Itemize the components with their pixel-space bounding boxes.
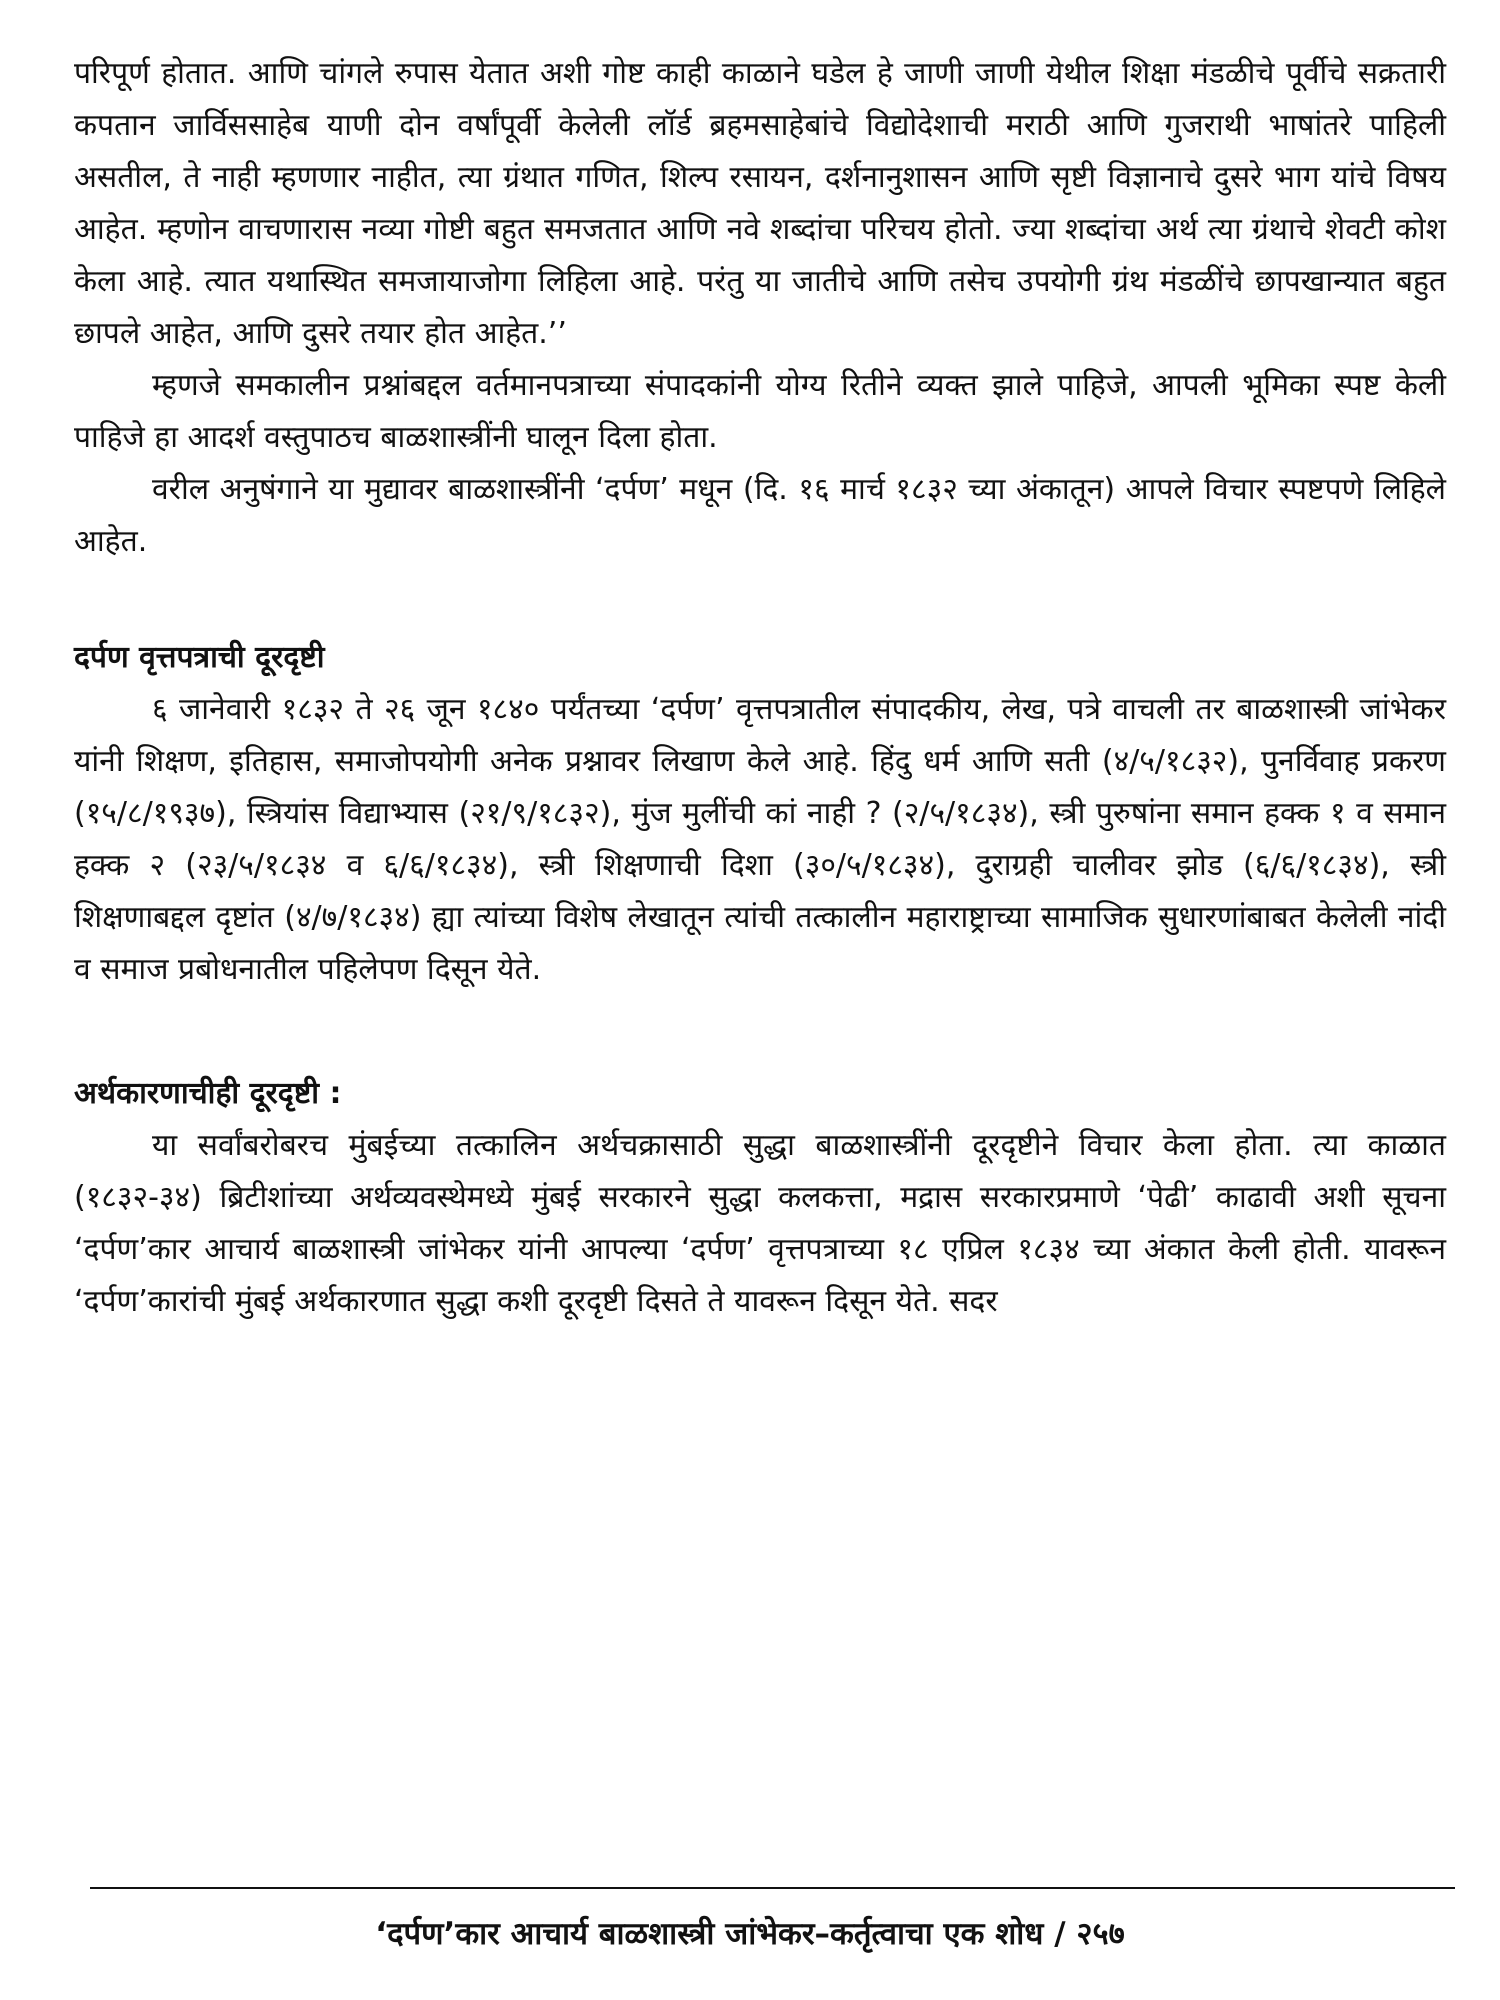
footer-separator: / bbox=[1054, 1916, 1066, 1952]
footer-page-number: २५७ bbox=[1076, 1916, 1125, 1952]
section-heading-vision: दर्पण वृत्तपत्राची दूरदृष्टी bbox=[74, 640, 325, 675]
paragraph-darpan-march-issue: वरील अनुषंगाने या मुद्यावर बाळशास्त्रींनी ‘दर्पण’ मधून (दि. १६ मार्च १८३२ च्या अंकातून) आपले विचार स्पष्टपणे लिहिले आहेत. bbox=[74, 472, 1446, 559]
paragraph-quote-end: परिपूर्ण होतात. आणि चांगले रुपास येतात अशी गोष्ट काही काळाने घडेल हे जाणी जाणी येथील शिक्षा मंडळीचे पूर्वीचे सक्रतारी कपतान जार्विससाहेब याणी दोन वर्षांपूर्वी केलेली लॉर्ड ब्रहमसाहेबांचे विद्योदेशाची मराठी आणि गुजराथी भाषांतरे पाहिली असतील, ते नाही म्हणणार नाहीत, त्या ग्रंथात गणित, शिल्प रसायन, दर्शनानुशासन आणि सृष्टी विज्ञानाचे दुसरे भाग यांचे विषय आहेत. म्हणोन वाचणारास नव्या गोष्टी बहुत समजतात आणि नवे शब्दांचा परिचय होतो. ज्या शब्दांचा अर्थ त्या ग्रंथाचे शेवटी कोश केला आहे. त्यात यथास्थित समजायाजोगा लिहिला आहे. परंतु या जातीचे आणि तसेच उपयोगी ग्रंथ मंडळींचे छापखान्यात बहुत छापले आहेत, आणि दुसरे तयार होत आहेत.’’ bbox=[74, 56, 1446, 351]
footer-book-title: ‘दर्पण’कार आचार्य बाळशास्त्री जांभेकर–कर्तृत्वाचा एक शोध bbox=[375, 1916, 1044, 1952]
paragraph-economics: या सर्वांबरोबरच मुंबईच्या तत्कालिन अर्थचक्रासाठी सुद्धा बाळशास्त्रींनी दूरदृष्टीने विचार केला होता. त्या काळात (१८३२-३४) ब्रिटीशांच्या अर्थव्यवस्थेमध्ये मुंबई सरकारने सुद्धा कलकत्ता, मद्रास सरकारप्रमाणे ‘पेढी’ काढावी अशी सूचना ‘दर्पण’कार आचार्य बाळशास्त्री जांभेकर यांनी आपल्या ‘दर्पण’ वृत्तपत्राच्या १८ एप्रिल १८३४ च्या अंकात केली होती. यावरून ‘दर्पण’कारांची मुंबई अर्थकारणात सुद्धा कशी दूरदृष्टी दिसते ते यावरून दिसून येते. सदर bbox=[74, 1128, 1446, 1319]
paragraph-vision: ६ जानेवारी १८३२ ते २६ जून १८४० पर्यंतच्या ‘दर्पण’ वृत्तपत्रातील संपादकीय, लेख, पत्रे वाचली तर बाळशास्त्री जांभेकर यांनी शिक्षण, इतिहास, समाजोपयोगी अनेक प्रश्नावर लिखाण केले आहे. हिंदु धर्म आणि सती (४/५/१८३२), पुनर्विवाह प्रकरण (१५/८/१९३७), स्त्रियांस विद्याभ्यास (२१/९/१८३२), मुंज मुलींची कां नाही ? (२/५/१८३४), स्त्री पुरुषांना समान हक्क १ व समान हक्क २ (२३/५/१८३४ व ६/६/१८३४), स्त्री शिक्षणाची दिशा (३०/५/१८३४), दुराग्रही चालीवर झोड (६/६/१८३४), स्त्री शिक्षणाबद्दल दृष्टांत (४/७/१८३४) ह्या त्यांच्या विशेष लेखातून त्यांची तत्कालीन महाराष्ट्राच्या सामाजिक सुधारणांबाबत केलेली नांदी व समाज प्रबोधनातील पहिलेपण दिसून येते. bbox=[74, 692, 1446, 987]
page-footer bbox=[0, 1912, 1500, 1954]
section-heading-economics: अर्थकारणाचीही दूरदृष्टी : bbox=[74, 1076, 342, 1111]
body-text bbox=[74, 48, 1446, 1328]
footer-divider bbox=[90, 1887, 1455, 1889]
paragraph-contemporary-questions: म्हणजे समकालीन प्रश्नांबद्दल वर्तमानपत्राच्या संपादकांनी योग्य रितीने व्यक्त झाले पाहिजे, आपली भूमिका स्पष्ट केली पाहिजे हा आदर्श वस्तुपाठच बाळशास्त्रींनी घालून दिला होता. bbox=[74, 368, 1446, 455]
